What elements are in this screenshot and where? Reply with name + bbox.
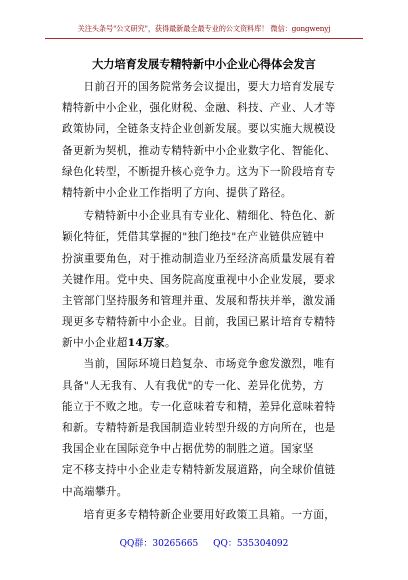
paragraph-line-text: 新中小企业超	[62, 337, 128, 350]
paragraph-line: 能立于不败之地。专一化意味着专和精，差异化意味着特	[62, 400, 336, 413]
paragraph-line: 政策协同，全链条支持企业创新发展。要以实施大规模设	[62, 123, 336, 136]
paragraph-line: 中高端攀升。	[62, 485, 128, 498]
paragraph-line: 主管部门坚持服务和管理并重、发展和帮扶并举，激发涌	[62, 294, 336, 307]
paragraph-line: 培育更多专精特新企业要用好政策工具箱。一方面，	[83, 508, 336, 521]
paragraph-line: 定不移支持中小企业走专精特新发展道路，向全球价值链	[62, 464, 336, 477]
header-divider	[45, 38, 363, 39]
footer-qq: QQ：535304092	[213, 539, 289, 549]
paragraph-line: 扮演重要角色，对于推动制造业乃至经济高质量发展有着	[62, 252, 336, 265]
paragraph-line: 我国企业在国际竞争中占据优势的制胜之道。国家坚	[62, 443, 314, 456]
paragraph-2	[62, 206, 356, 354]
emphasis-number: 14万家	[127, 337, 166, 350]
emphasis-suffix: 。	[165, 337, 176, 350]
document-title: 大力培育发展专精特新中小企业心得体会发言	[92, 57, 316, 71]
paragraph-line: 绿色化转型，不断提升核心竞争力。这为下一阶段培育专	[62, 165, 336, 178]
header-promo-text: 关注头条号"公文研究"，获得最新最全最专业的公文资料库！ 微信：gongwenyj	[77, 24, 331, 33]
paragraph-line: 当前，国际环境日趋复杂、市场竞争愈发激烈，唯有	[83, 358, 336, 371]
footer-qq-group: QQ群：30265665	[119, 539, 199, 549]
footer-contact	[48, 536, 360, 549]
paragraph-line: 专精特新中小企业具有专业化、精细化、特色化、新	[83, 210, 336, 223]
paragraph-3	[62, 354, 356, 502]
paragraph-line: 关键作用。党中央、国务院高度重视中小企业发展，要求	[62, 273, 336, 286]
paragraph-line: 和新。专精特新是我国制造业转型升级的方向所在，也是	[62, 422, 336, 434]
paragraph-line: 颖化特征，凭借其掌握的"独门绝技"在产业链供应链中	[62, 231, 325, 244]
paragraph-1	[62, 77, 356, 204]
paragraph-line: 备更新为契机，推动专精特新中小企业数字化、智能化、	[62, 144, 336, 157]
paragraph-line: 精特新中小企业，强化财税、金融、科技、产业、人才等	[62, 102, 336, 115]
paragraph-line: 现更多专精特新中小企业。目前，我国已累计培育专精特	[62, 316, 336, 329]
document-body	[62, 77, 356, 526]
paragraph-line: 精特新中小企业工作指明了方向、提供了路径。	[62, 186, 292, 199]
paragraph-line-with-emphasis	[62, 333, 356, 354]
paragraph-4	[62, 505, 356, 526]
paragraph-line: 具备"人无我有、人有我优"的专一化、差异化优势，方	[62, 379, 325, 392]
paragraph-line: 日前召开的国务院常务会议提出，要大力培育发展专	[83, 81, 336, 93]
